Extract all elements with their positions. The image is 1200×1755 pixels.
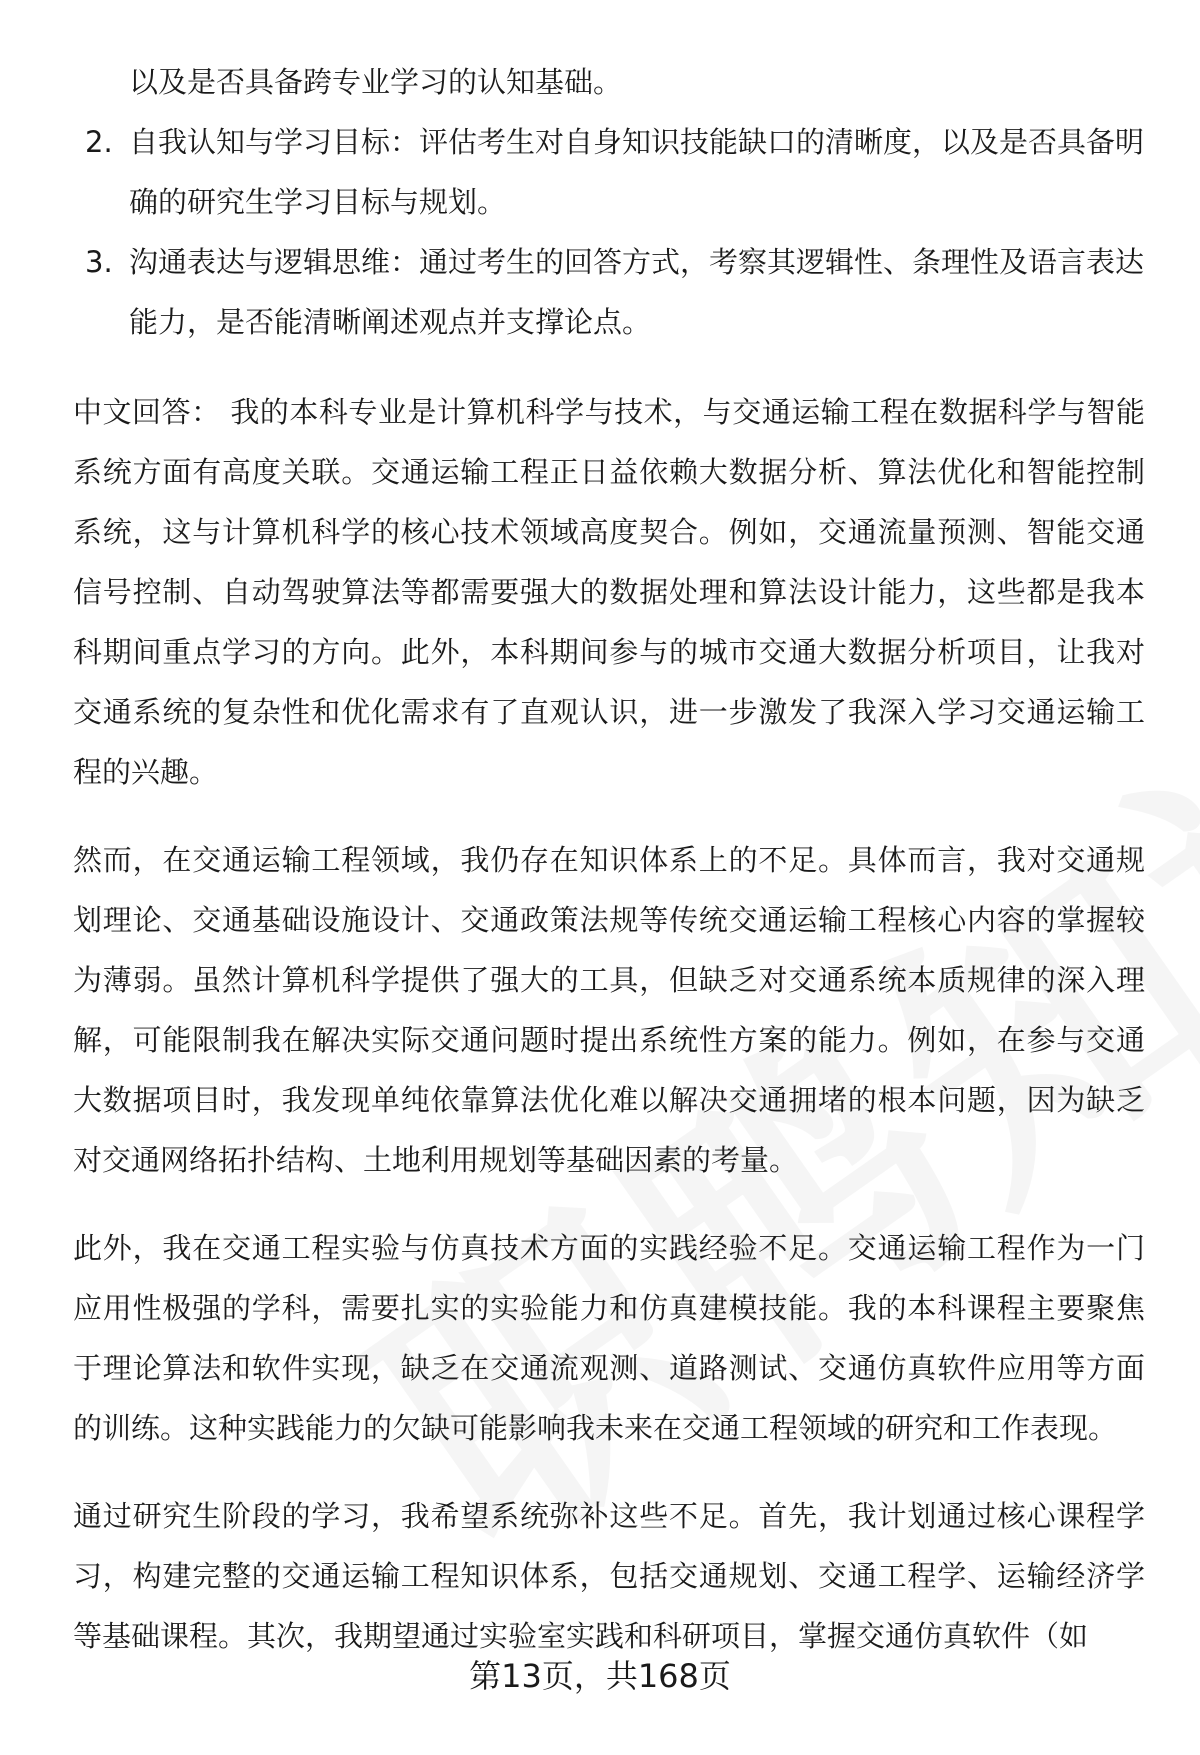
paragraph-answer-intro: 中文回答： 我的本科专业是计算机科学与技术，与交通运输工程在数据科学与智能系统方面有高度关联。交通运输工程正日益依赖大数据分析、算法优化和智能控制系统，这与计算机科学的核心技术领域高度契合。例如，交通流量预测、智能交通信号控制、自动驾驶算法等都需要强大的数据处理和算法设计能力，这些都是我本科期间重点学习的方向。此外，本科期间参与的城市交通大数据分析项目，让我对交通系统的复杂性和优化需求有了直观认识，进一步激发了我深入学习交通运输工程的兴趣。 xyxy=(73,395,1145,789)
list-item-number: 3. xyxy=(85,245,113,279)
paragraph-knowledge-gap: 然而，在交通运输工程领域，我仍存在知识体系上的不足。具体而言，我对交通规划理论、交通基础设施设计、交通政策法规等传统交通运输工程核心内容的掌握较为薄弱。虽然计算机科学提供了强大的工具，但缺乏对交通系统本质规律的深入理解，可能限制我在解决实际交通问题时提出系统性方案的能力。例如，在参与交通大数据项目时，我发现单纯依靠算法优化难以解决交通拥堵的根本问题，因为缺乏对交通网络拓扑结构、土地利用规划等基础因素的考量。 xyxy=(73,843,1145,1177)
list-item xyxy=(73,112,1145,232)
page-number-footer: 第13页，共168页 xyxy=(469,1657,731,1695)
list-item-text: 自我认知与学习目标：评估考生对自身知识技能缺口的清晰度，以及是否具备明确的研究生学习目标与规划。 xyxy=(129,125,1145,219)
page-content xyxy=(73,52,1145,1666)
list-continuation: 以及是否具备跨专业学习的认知基础。 xyxy=(129,65,623,99)
list-item-number: 2. xyxy=(85,125,113,159)
paragraph-study-plan: 通过研究生阶段的学习，我希望系统弥补这些不足。首先，我计划通过核心课程学习，构建完整的交通运输工程知识体系，包括交通规划、交通工程学、运输经济学等基础课程。其次，我期望通过实验室实践和科研项目，掌握交通仿真软件（如 xyxy=(73,1499,1145,1653)
list-item-text: 沟通表达与逻辑思维：通过考生的回答方式，考察其逻辑性、条理性及语言表达能力，是否能清晰阐述观点并支撑论点。 xyxy=(129,245,1145,339)
paragraph-practice-gap: 此外，我在交通工程实验与仿真技术方面的实践经验不足。交通运输工程作为一门应用性极强的学科，需要扎实的实验能力和仿真建模技能。我的本科课程主要聚焦于理论算法和软件实现，缺乏在交通流观测、道路测试、交通仿真软件应用等方面的训练。这种实践能力的欠缺可能影响我未来在交通工程领域的研究和工作表现。 xyxy=(73,1231,1145,1445)
criteria-list xyxy=(73,112,1145,352)
list-item xyxy=(73,232,1145,352)
